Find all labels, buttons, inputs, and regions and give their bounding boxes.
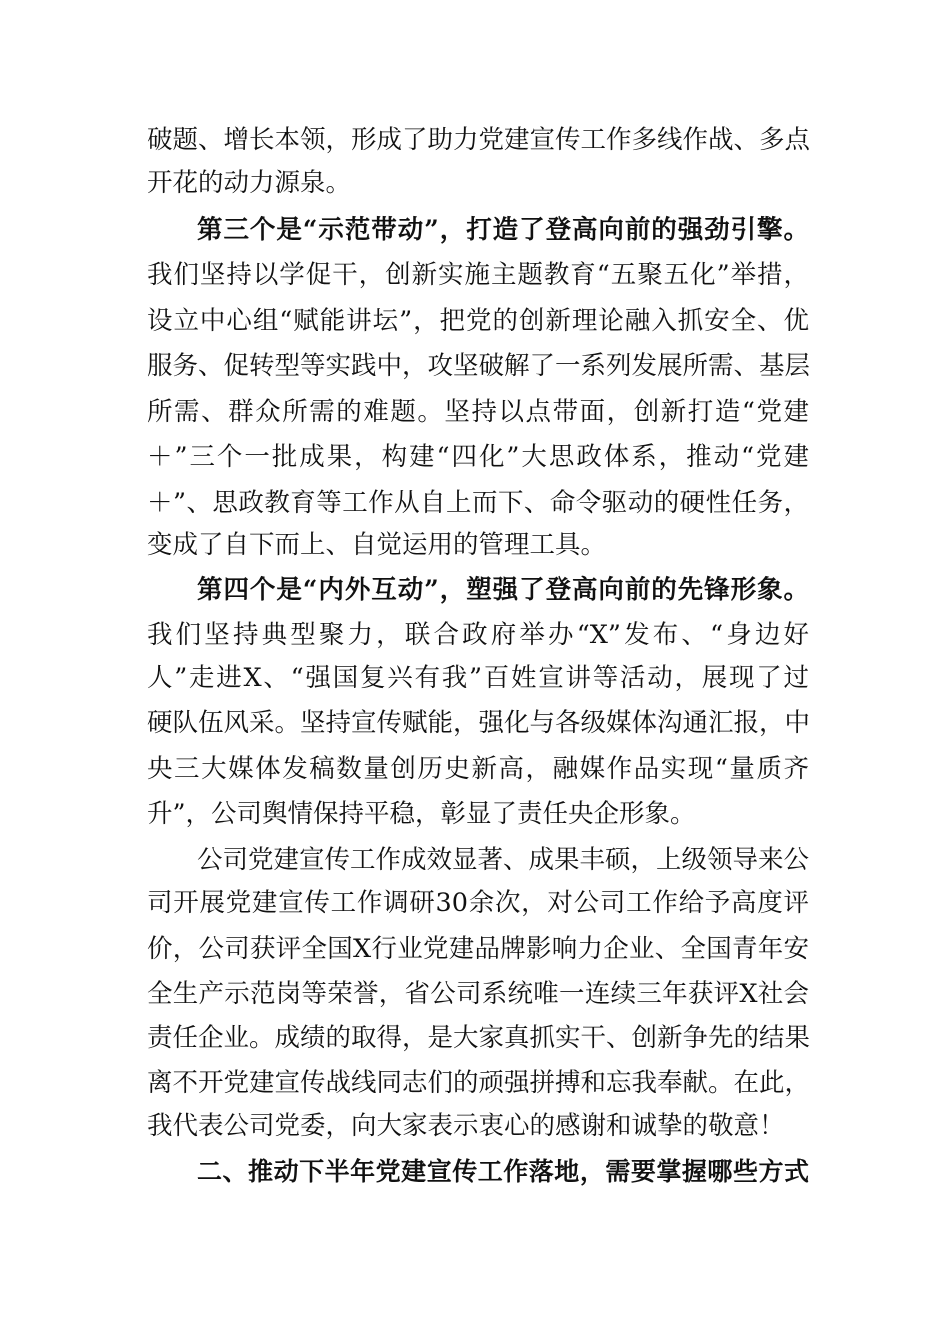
text-line-1: 破题、增长本领，形成了助力党建宣传工作多线作战、多点	[147, 125, 811, 155]
section-three-lead: 第三个是“示范带动”，打造了登高向前的强劲引擎。	[197, 215, 809, 245]
text-line-18: 司开展党建宣传工作调研30余次，对公司工作给予高度评	[147, 888, 809, 918]
text-line-15: 央三大媒体发稿数量创历史新高，融媒作品实现“量质齐	[147, 754, 809, 784]
text-line-20: 全生产示范岗等荣誉，省公司系统唯一连续三年获评X社会	[147, 979, 809, 1009]
text-line-4: 我们坚持以学促干，创新实施主题教育“五聚五化”举措，	[147, 260, 809, 290]
text-line-22: 离不开党建宣传战线同志们的顽强拼搏和忘我奉献。在此，	[147, 1068, 811, 1098]
text-line-8: ＋”三个一批成果，构建“四化”大思政体系，推动“党建	[147, 442, 809, 472]
text-line-21: 责任企业。成绩的取得，是大家真抓实干、创新争先的结果	[147, 1023, 811, 1053]
text-line-17: 公司党建宣传工作成效显著、成果丰硕，上级领导来公	[197, 845, 810, 875]
text-line-5: 设立中心组“赋能讲坛”，把党的创新理论融入抓安全、优	[147, 306, 809, 336]
text-line-16: 升”，公司舆情保持平稳，彰显了责任央企形象。	[147, 799, 696, 829]
text-line-9: ＋”、思政教育等工作从自上而下、命令驱动的硬性任务，	[147, 488, 809, 518]
section-four-lead: 第四个是“内外互动”，塑强了登高向前的先锋形象。	[197, 575, 809, 605]
section-heading-two: 二、推动下半年党建宣传工作落地，需要掌握哪些方式	[197, 1157, 809, 1186]
text-line-23: 我代表公司党委，向大家表示衷心的感谢和诚挚的敬意！	[147, 1111, 785, 1141]
text-line-13: 人”走进X、“强国复兴有我”百姓宣讲等活动，展现了过	[147, 663, 809, 693]
text-line-7: 所需、群众所需的难题。坚持以点带面，创新打造“党建	[147, 397, 809, 427]
text-line-19: 价，公司获评全国X行业党建品牌影响力企业、全国青年安	[147, 934, 809, 964]
text-line-10: 变成了自下而上、自觉运用的管理工具。	[147, 530, 607, 560]
text-line-14: 硬队伍风采。坚持宣传赋能，强化与各级媒体沟通汇报，中	[147, 708, 811, 738]
text-line-6: 服务、促转型等实践中，攻坚破解了一系列发展所需、基层	[147, 351, 811, 381]
text-line-12: 我们坚持典型聚力，联合政府举办“X”发布、“身边好	[147, 620, 809, 650]
text-line-2: 开花的动力源泉。	[147, 168, 352, 198]
